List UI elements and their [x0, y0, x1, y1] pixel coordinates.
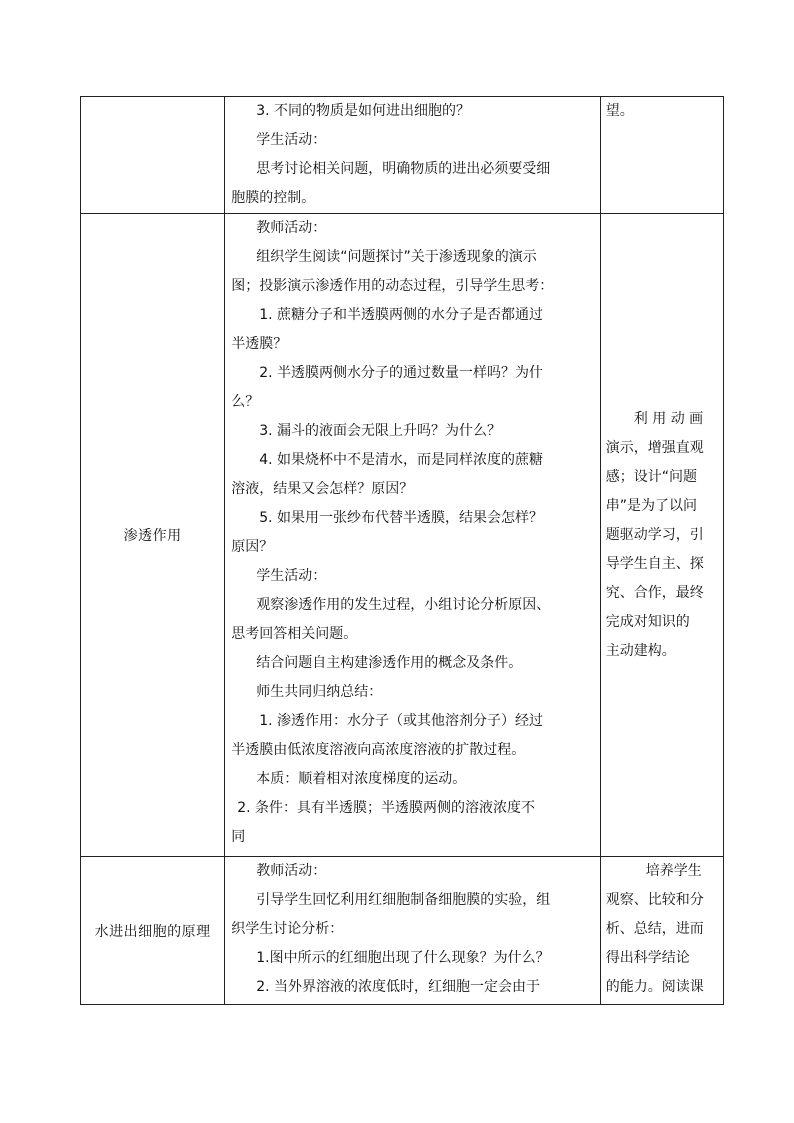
- activity-line: 1. 蔗糖分子和半透膜两侧的水分子是否都通过: [259, 307, 544, 323]
- activity-line: 组织学生阅读“问题探讨”关于渗透现象的演示: [256, 249, 537, 265]
- design-line: 析、总结，进而: [605, 921, 704, 937]
- section-title: 渗透作用: [81, 214, 225, 857]
- activity-line: 织学生讨论分析：: [231, 921, 344, 937]
- activity-line: 结合问题自主构建渗透作用的概念及条件。: [256, 655, 523, 671]
- activity-line: 原因？: [231, 539, 274, 555]
- design-line: 题驱动学习，引: [605, 526, 704, 543]
- design-line: 的能力。阅读课: [605, 979, 704, 995]
- lesson-plan-table: [80, 96, 724, 1005]
- activity-line: 1. 渗透作用：水分子（或其他溶剂分子）经过: [259, 713, 544, 729]
- design-line: 主动建构。: [605, 642, 676, 659]
- activity-line: 么？: [231, 394, 260, 410]
- activity-line: 2. 当外界溶液的浓度低时，红细胞一定会由于: [256, 979, 541, 995]
- design-line: 演示，增强直观: [605, 439, 704, 456]
- activity-line: 5. 如果用一张纱布代替半透膜，结果会怎样？: [259, 510, 544, 526]
- activity-line: 引导学生回忆利用红细胞制备细胞膜的实验，组: [256, 892, 551, 908]
- design-line: 导学生自主、探: [605, 555, 704, 572]
- design-line: 观察、比较和分: [605, 892, 704, 908]
- activity-line: 2. 半透膜两侧水分子的通过数量一样吗？为什: [259, 365, 544, 381]
- activity-line: 教师活动：: [256, 863, 327, 879]
- activity-line: 思考回答相关问题。: [231, 626, 358, 642]
- activity-cell: [225, 857, 601, 1005]
- activity-line: 半透膜？: [231, 336, 288, 352]
- design-line: 望。: [605, 103, 634, 119]
- activity-line: 本质：顺着相对浓度梯度的运动。: [256, 771, 467, 787]
- activity-line: 同: [231, 829, 246, 845]
- activity-line: 思考讨论相关问题，明确物质的进出必须要受细: [256, 161, 551, 177]
- activity-line: 2. 条件：具有半透膜；半透膜两侧的溶液浓度不: [237, 800, 536, 816]
- activity-line: 教师活动：: [256, 220, 327, 236]
- design-line: 究、合作，最终: [605, 584, 704, 601]
- design-line: 得出科学结论: [605, 950, 690, 966]
- activity-line: 观察渗透作用的发生过程，小组讨论分析原因、: [256, 597, 551, 613]
- design-line: 利 用 动 画: [633, 410, 704, 427]
- activity-line: 胞膜的控制。: [231, 190, 316, 206]
- table-row: [81, 97, 724, 214]
- activity-line: 图；投影演示渗透作用的动态过程，引导学生思考：: [231, 278, 554, 294]
- section-title: 水进出细胞的原理: [81, 857, 225, 1005]
- design-intent-cell: [600, 97, 723, 214]
- activity-line: 师生共同归纳总结：: [256, 684, 383, 700]
- activity-line: 半透膜由低浓度溶液向高浓度溶液的扩散过程。: [231, 742, 526, 758]
- activity-line: 1.图中所示的红细胞出现了什么现象？为什么？: [256, 950, 550, 966]
- design-line: 完成对知识的: [605, 613, 690, 630]
- activity-line: 4. 如果烧杯中不是清水，而是同样浓度的蔗糖: [259, 452, 544, 468]
- design-intent-cell: [600, 857, 723, 1005]
- table-row: [81, 857, 724, 1005]
- activity-line: 3. 不同的物质是如何进出细胞的？: [256, 103, 471, 119]
- design-line: 感；设计“问题: [605, 468, 698, 485]
- activity-line: 学生活动：: [256, 568, 327, 584]
- activity-line: 3. 漏斗的液面会无限上升吗？为什么？: [259, 423, 502, 439]
- design-line: 串”是为了以问: [605, 497, 698, 514]
- activity-cell: [225, 97, 601, 214]
- section-cell: [81, 97, 225, 214]
- design-intent-cell: [600, 214, 723, 857]
- activity-line: 学生活动：: [256, 132, 327, 148]
- activity-line: 溶液，结果又会怎样？原因？: [231, 481, 414, 497]
- activity-cell: [225, 214, 601, 857]
- table-row: [81, 214, 724, 857]
- design-line: 培养学生: [645, 863, 702, 879]
